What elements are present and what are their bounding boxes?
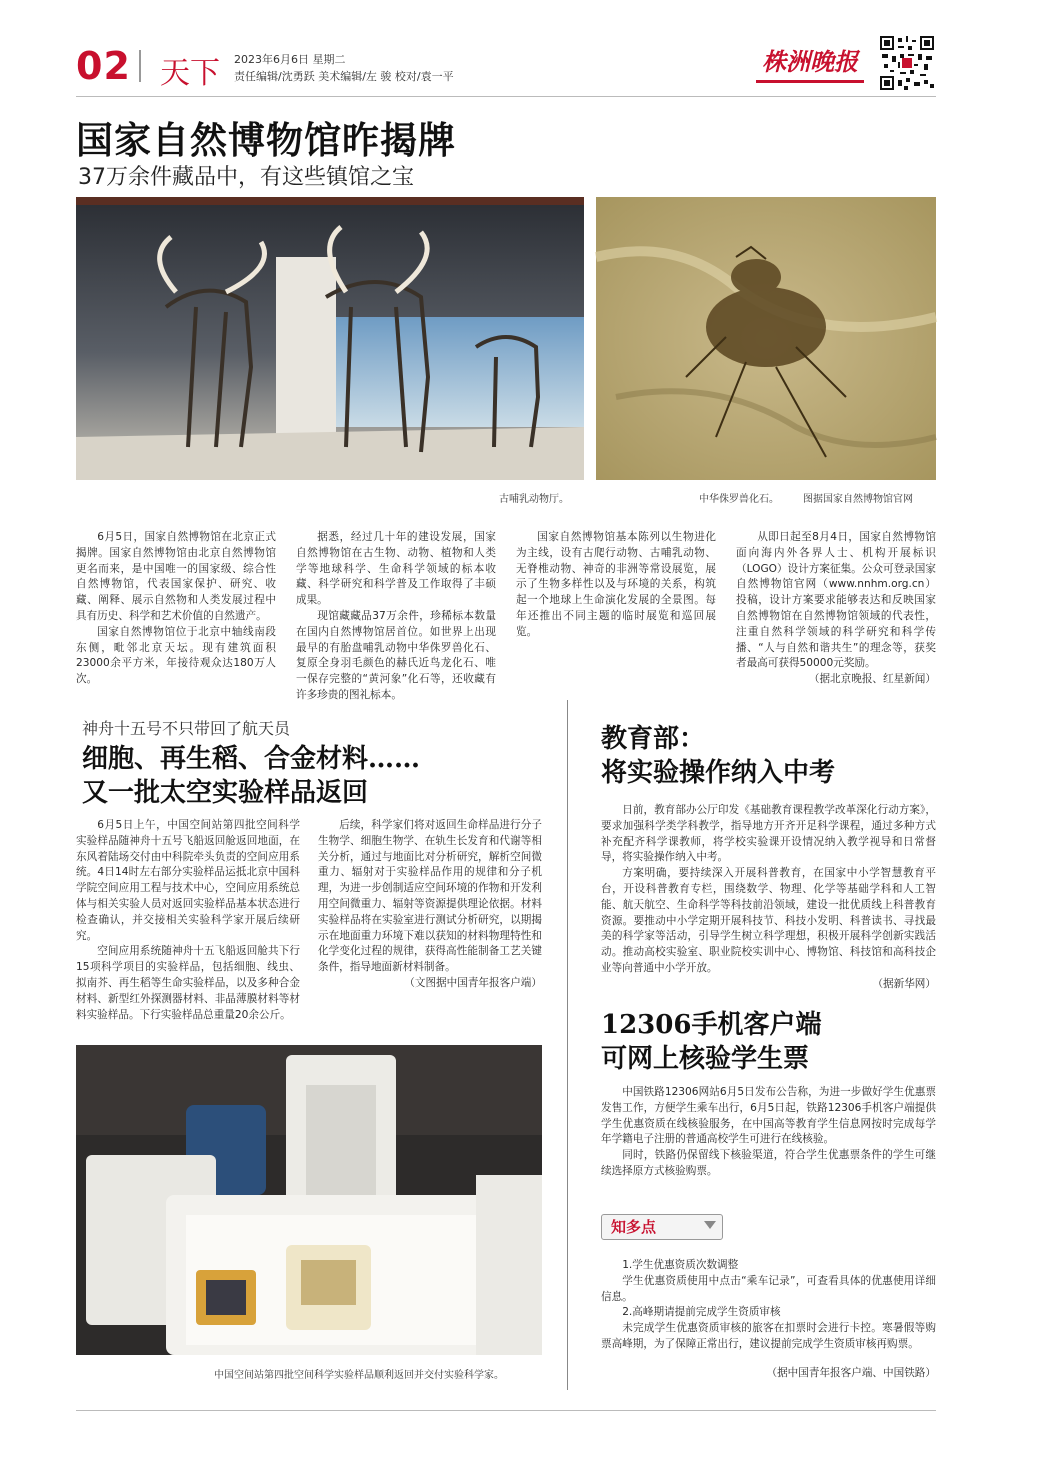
education-headline-1: 教育部： [601,724,706,754]
railway-paragraph: 同时，铁路仍保留线下核验渠道，符合学生优惠票条件的学生可继续选择原方式核验购票。 [601,1149,936,1177]
education-source: （据新华网） [872,977,936,990]
footer-rule [76,1410,936,1411]
photo-credit: 图据国家自然博物馆官网 [803,494,913,505]
qr-code-icon[interactable] [880,36,934,90]
tips-label: 知多点 [611,1218,657,1236]
railway-source: （据中国青年报客户端、中国铁路） [766,1367,936,1379]
section-title: 天下 [160,56,220,91]
space-column-2 [318,818,542,1030]
lead-column-4 [736,530,936,690]
space-photo-caption: 中国空间站第四批空间科学实验样品顺利返回并交付实验科学家。 [214,1370,504,1381]
museum-hall-photo [76,197,584,480]
lead-column-1 [76,530,276,690]
education-headline-2: 将实验操作纳入中考 [601,758,836,788]
lead-headline: 国家自然博物馆昨揭牌 [76,119,456,162]
lead-paragraph: 据悉，经过几十年的建设发展，国家自然博物馆在古生物、动物、植物和人类学等地球科学、生命科学领域的标本收藏、科学研究和科学普及工作取得了丰硕成果。 [296,531,496,607]
space-samples-photo [76,1045,542,1355]
space-paragraph: 后续，科学家们将对返回生命样品进行分子生物学、细胞生物学、在轨生长发育和代谢等相关分析，通过与地面比对分析研究，解析空间微重力、辐射对于实验样品作用的规律和分子机理，为进一步创制适应空间环境的作物和开发利用空间微重力、辐射等资源提供理论依据。材料实验样品将在实验室进行测试分析研究，以期揭示在地面重力环境下难以获知的材料物理特性和化学变化过程的规律，获得高性能制备工艺关键条件，指导地面新材料制备。 [318,819,542,974]
railway-headline-2: 可网上核验学生票 [601,1044,810,1074]
tip-item: 学生优惠资质使用中点击“乘车记录”，可查看具体的优惠使用详细信息。 [601,1274,936,1303]
lead-paragraph: 6月5日，国家自然博物馆在北京正式揭牌。国家自然博物馆由北京自然博物馆更名而来，是中国唯一的国家级、综合性自然博物馆，代表国家保护、研究、收藏、阐释、展示自然物和人类发展过程中具有历史、科学和艺术价值的自然遗产。 [76,531,276,622]
tip-item: 未完成学生优惠资质审核的旅客在扣票时会进行卡控。寒暑假等购票高峰期，为了保障正常出行，建议提前完成学生资质审核再购票。 [601,1322,936,1350]
lead-column-3 [516,530,716,690]
education-paragraph: 日前，教育部办公厅印发《基础教育课程教学改革深化行动方案》，要求加强科学类学科教学，指导地方开齐开足科学课程，通过多种方式补充配齐科学课教师，将学校实验课开设情况纳入教学视导和日常督导，将实验操作纳入中考。 [601,804,936,864]
lead-column-2 [296,530,496,701]
photo2-caption: 中华侏罗兽化石。 [699,494,779,505]
lead-paragraph: 国家自然博物馆位于北京中轴线南段东侧，毗邻北京天坛。现有建筑面积23000余平方米，年接待观众达180万人次。 [76,625,276,686]
railway-headline-1: 12306手机客户端 [601,1010,822,1040]
issue-date: 2023年6月6日 星期二 [234,53,346,66]
lead-subheadline: 37万余件藏品中，有这些镇馆之宝 [78,165,414,190]
photo1-caption: 古哺乳动物厅。 [499,494,569,505]
space-headline-1: 细胞、再生稻、合金材料…… [82,744,421,774]
railway-body [601,1085,936,1205]
fossil-photo [596,197,936,480]
page-number: 02 [76,44,131,88]
masthead-divider [139,50,141,82]
lead-paragraph: 从即日起至8月4日，国家自然博物馆面向海内外各界人士、机构开展标识（LOGO）设计方案征集。公众可登录国家自然博物馆官网（www.nnhm.org.cn）投稿，设计方案要求能够表达和反映国家自然博物馆在自然博物馆领域的代表性，注重自然科学领域的科学研究和科学传播、“人与自然和谐共生”的理念等，获奖者最高可获得50000元奖励。 [736,531,936,670]
column-rule [567,700,568,1390]
newspaper-logo: 株洲晚报 [756,46,864,83]
space-headline-2: 又一批太空实验样品返回 [82,778,369,808]
lead-source: （据北京晚报、红星新闻） [808,673,936,686]
education-paragraph: 方案明确，要持续深入开展科普教育，在国家中小学智慧教育平台，开设科普教育专栏，围绕数学、物理、化学等基础学科和人工智能、航天航空、生命科学等科技前沿领域，建设一批优质线上科普教育资源。要推动中小学定期开展科技节、科技小发明、科普读书、寻找最美的科学家等活动，引导学生树立科学理想，积极开展科学创新实践活动。推动高校实验室、职业院校实训中心、博物馆、科技馆和高科技企业等向普通中小学开放。 [601,867,936,974]
chevron-down-icon [704,1221,716,1229]
editors-line: 责任编辑/沈勇跃 美术编辑/左 骏 校对/袁一平 [234,70,454,83]
railway-paragraph: 中国铁路12306网站6月5日发布公告称，为进一步做好学生优惠票发售工作，方便学生乘车出行，6月5日起，铁路12306手机客户端提供学生优惠资质在线核验服务，在中国高等教育学生信息网按时完成每学年学籍电子注册的普通高校学生可进行在线核验。 [601,1086,936,1146]
lead-paragraph: 现馆藏藏品37万余件，珍稀标本数量在国内自然博物馆居首位。如世界上出现最早的有胎盘哺乳动物中华侏罗兽化石、复原全身羽毛颜色的赫氏近鸟龙化石、唯一保存完整的“黄河象”化石等，还收藏有许多珍贵的图礼标本。 [296,609,496,701]
tip-item: 2.高峰期请提前完成学生资质审核 [622,1306,781,1319]
masthead-rule [76,96,936,97]
tips-body [601,1258,936,1368]
space-kicker: 神舟十五号不只带回了航天员 [82,719,291,738]
lead-paragraph: 国家自然博物馆基本陈列以生物进化为主线，设有古爬行动物、古哺乳动物、无脊椎动物、神奇的非洲等常设展览，展示了生物多样性以及与环境的关系，构筑起一个地球上生命演化发展的全景图。每年还推出不同主题的临时展览和巡回展览。 [516,531,716,638]
space-column-1 [76,818,300,1030]
education-body [601,803,936,995]
tip-item: 1.学生优惠资质次数调整 [622,1259,739,1271]
space-paragraph: 空间应用系统随神舟十五飞船返回舱共下行15项科学项目的实验样品，包括细胞、线虫、拟南芥、再生稻等生命实验样品，以及多种合金材料、新型红外探测器材料、非晶薄膜材料等材料实验样品。下行实验样品总重量20余公斤。 [76,945,300,1021]
space-paragraph: 6月5日上午，中国空间站第四批空间科学实验样品随神舟十五号飞船返回舱返回地面，在东风着陆场交付由中科院牵头负责的空间应用系统。4日14时左右部分实验样品运抵北京中国科学院空间应用工程与技术中心，空间应用系统总体与相关实验人员对返回实验样品基本状态进行检查确认，并交接相关实验科学家开展后续研究。 [76,819,300,942]
space-source: （文图据中国青年报客户端） [404,976,542,989]
